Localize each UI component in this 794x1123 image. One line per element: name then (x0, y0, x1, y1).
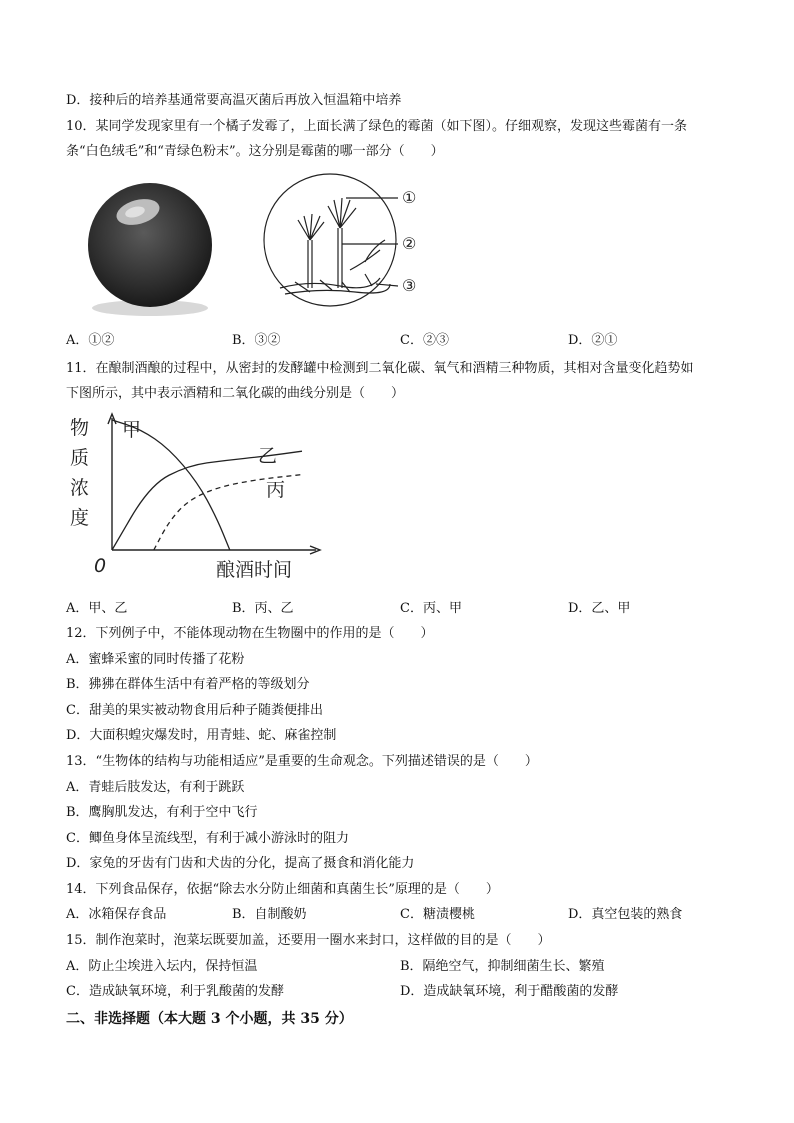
q12-option-b: B．狒狒在群体生活中有着严格的等级划分 (66, 677, 310, 692)
series-label-2: 乙 (258, 445, 278, 467)
q15-stem: 15．制作泡菜时，泡菜坛既要加盖，还要用一圈水来封口，这样做的目的是（ ） (66, 933, 551, 948)
q10-option-c: C．②③ (400, 333, 449, 348)
q11-option-a: A．甲、乙 (66, 601, 128, 616)
q14-option-b: B．自制酸奶 (232, 907, 307, 922)
q15-option-a: A．防止尘埃进入坛内，保持恒温 (66, 959, 258, 974)
q10-option-b: B．③② (232, 333, 281, 348)
q15-option-d: D．造成缺氧环境，利于醋酸菌的发酵 (400, 984, 619, 999)
q11-stem-line1: 11．在酿制酒酿的过程中，从密封的发酵罐中检测到二氧化碳、氧气和酒精三种物质，其相对含量变化趋势如 (66, 361, 694, 376)
q10-stem-line1: 10．某同学发现家里有一个橘子发霉了，上面长满了绿色的霉菌（如下图）。仔细观察，发现这些霉菌有一条 (66, 119, 688, 134)
ylabel-char-1: 物 (70, 417, 90, 439)
label-3: ③ (402, 276, 417, 295)
series-label-1: 甲 (122, 419, 142, 441)
section2-heading: 二、非选择题（本大题 3 个小题，共 35 分） (66, 1011, 353, 1027)
q13-option-a: A．青蛙后肢发达，有利于跳跃 (66, 780, 245, 795)
q10-option-a: A．①② (66, 333, 115, 348)
q10-figure (80, 170, 440, 320)
q12-option-d: D．大面积蝗灾爆发时，用青蛙、蛇、麻雀控制 (66, 728, 337, 743)
q11-option-d: D．乙、甲 (568, 601, 631, 616)
q13-stem: 13．“生物体的结构与功能相适应”是重要的生命观念。下列描述错误的是（ ） (66, 754, 538, 769)
label-2: ② (402, 234, 417, 253)
q15-option-c: C．造成缺氧环境，利于乳酸菌的发酵 (66, 984, 284, 999)
q9-option-d: D．接种后的培养基通常要高温灭菌后再放入恒温箱中培养 (66, 93, 402, 108)
q11-chart (66, 408, 336, 588)
q13-option-c: C．鲫鱼身体呈流线型，有利于减小游泳时的阻力 (66, 831, 349, 846)
q13-option-d: D．家兔的牙齿有门齿和犬齿的分化，提高了摄食和消化能力 (66, 856, 415, 871)
ylabel-char-3: 浓 (70, 477, 90, 499)
origin-label: 0 (94, 555, 107, 577)
ylabel-char-2: 质 (70, 447, 90, 469)
q13-option-b: B．鹰胸肌发达，有利于空中飞行 (66, 805, 258, 820)
ylabel-char-4: 度 (70, 507, 90, 529)
q11-option-b: B．丙、乙 (232, 601, 294, 616)
q11-stem-line2: 下图所示，其中表示酒精和二氧化碳的曲线分别是（ ） (66, 386, 405, 401)
q12-stem: 12．下列例子中，不能体现动物在生物圈中的作用的是（ ） (66, 626, 434, 641)
label-1: ① (402, 188, 417, 207)
q15-option-b: B．隔绝空气，抑制细菌生长、繁殖 (400, 959, 605, 974)
q10-option-d: D．②① (568, 333, 618, 348)
q14-option-d: D．真空包装的熟食 (568, 907, 683, 922)
q14-option-c: C．糖渍樱桃 (400, 907, 475, 922)
q11-option-c: C．丙、甲 (400, 601, 462, 616)
q14-stem: 14．下列食品保存，依据“除去水分防止细菌和真菌生长”原理的是（ ） (66, 882, 499, 897)
q12-option-c: C．甜美的果实被动物食用后种子随粪便排出 (66, 703, 323, 718)
series-label-3: 丙 (266, 479, 286, 501)
mold-structure-diagram (264, 174, 398, 306)
q12-option-a: A．蜜蜂采蜜的同时传播了花粉 (66, 652, 245, 667)
q14-option-a: A．冰箱保存食品 (66, 907, 167, 922)
xlabel: 酿酒时间 (216, 559, 293, 581)
q10-stem-line2: 条“白色绒毛”和“青绿色粉末”。这分别是霉菌的哪一部分（ ） (66, 144, 444, 159)
moldy-orange-image (88, 183, 212, 316)
